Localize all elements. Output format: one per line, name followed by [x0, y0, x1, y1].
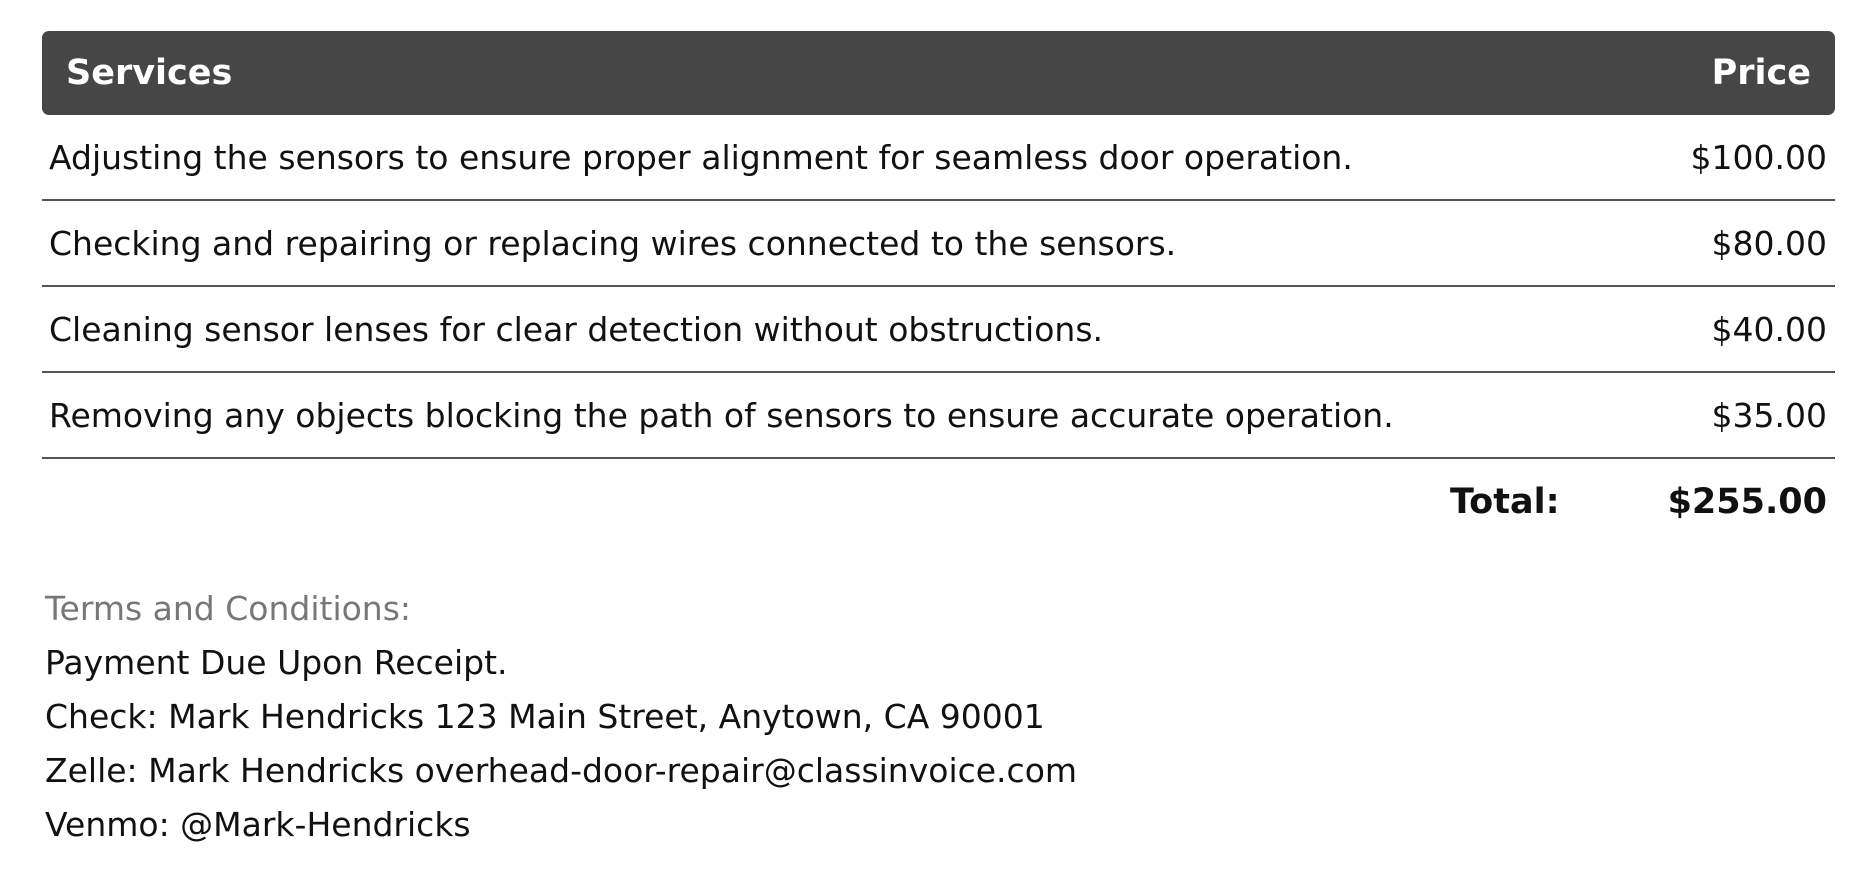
service-description: Checking and repairing or replacing wires connected to the sensors.: [49, 223, 1177, 263]
services-column-header: Services: [66, 53, 233, 93]
table-row: [42, 115, 1835, 201]
price-column-header: Price: [1711, 53, 1811, 93]
table-row: [42, 373, 1835, 459]
service-price: $35.00: [1711, 395, 1827, 435]
service-price: $80.00: [1711, 223, 1827, 263]
table-header: [42, 31, 1835, 115]
terms-payment-due: Payment Due Upon Receipt.: [45, 643, 508, 682]
service-price: $40.00: [1711, 309, 1827, 349]
service-rows: [42, 115, 1835, 459]
total-label: Total:: [1449, 482, 1560, 522]
terms-zelle-info: Zelle: Mark Hendricks overhead-door-repair@classinvoice.com: [45, 751, 1078, 790]
terms-section: [45, 582, 1077, 852]
service-description: Removing any objects blocking the path of sensors to ensure accurate operation.: [49, 395, 1394, 435]
table-row: [42, 287, 1835, 373]
total-value: $255.00: [1667, 482, 1827, 522]
service-description: Cleaning sensor lenses for clear detection without obstructions.: [49, 309, 1104, 349]
total-row: [42, 459, 1835, 545]
services-table: [42, 31, 1835, 545]
service-price: $100.00: [1690, 137, 1827, 177]
terms-title: Terms and Conditions:: [45, 589, 412, 628]
service-description: Adjusting the sensors to ensure proper alignment for seamless door operation.: [49, 137, 1353, 177]
terms-venmo-info: Venmo: @Mark-Hendricks: [45, 805, 471, 844]
table-row: [42, 201, 1835, 287]
terms-check-info: Check: Mark Hendricks 123 Main Street, Anytown, CA 90001: [45, 697, 1045, 736]
